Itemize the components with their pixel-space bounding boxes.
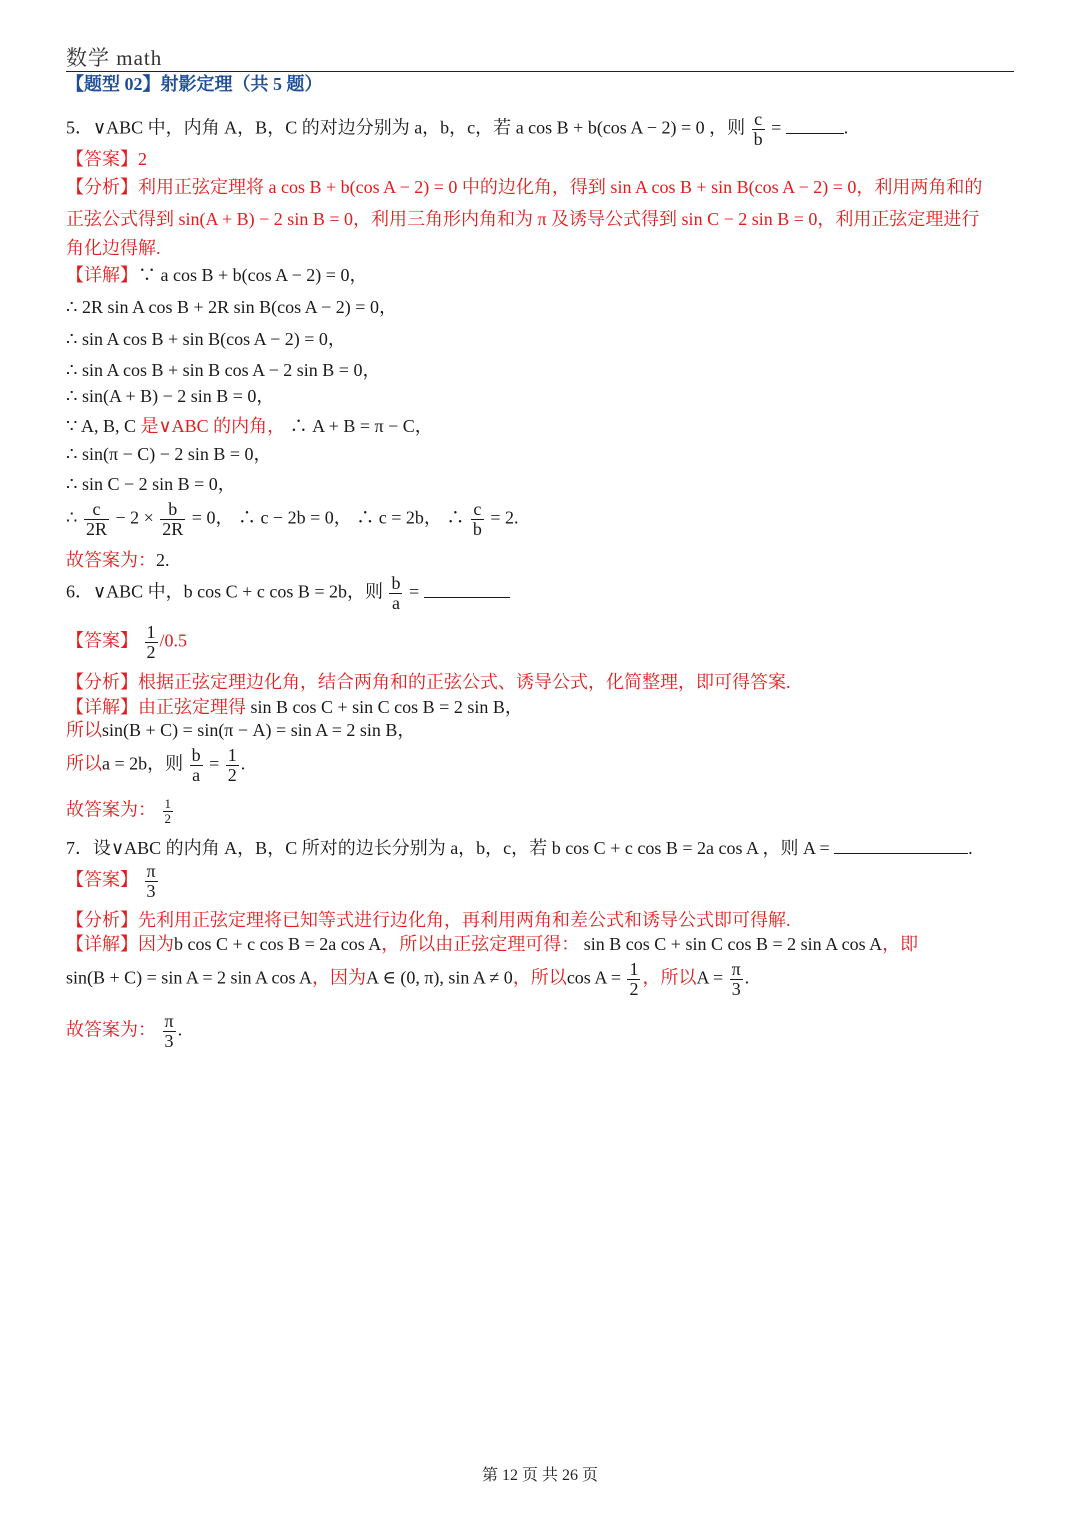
q6-answer-fraction: $\frac{1}{2}$ (146, 622, 156, 662)
q5-stem-then: ，则 (709, 117, 746, 138)
q5-analysis-2: 正弦公式得到 sin(A + B) − 2 sin B = 0，利用三角形内角和为 π 及诱导公式得到 sin C − 2 sin B = 0，利用正弦定理进行 (66, 209, 980, 229)
fraction: $\frac{c}{b}$ (472, 499, 482, 539)
q5-step-7: ∴ sin C − 2 sin B = 0， (66, 474, 236, 494)
q6-detail-2: 所以sin(B + C) = sin(π − A) = sin A = 2 sin B， (66, 720, 416, 740)
q5-step-6: ∴ sin(π − C) − 2 sin B = 0， (66, 444, 272, 464)
q5-analysis-3: 角化边得解. (66, 238, 161, 258)
answer-blank (786, 115, 844, 134)
answer-blank (834, 835, 968, 854)
q5-final: 故答案为：2. (66, 550, 170, 570)
q6-analysis: 【分析】根据正弦定理边化角，结合两角和的正弦公式、诱导公式，化简整理，即可得答案. (66, 672, 791, 692)
q5-step-5: ∵ A, B, C 是∨ABC 的内角， ∴ A + B = π − C， (66, 416, 433, 436)
q5-detail-label: 【详解】 (66, 265, 138, 285)
answer-blank (424, 579, 510, 598)
q5-step-8: ∴ $\frac{c}{2R}$ − 2 × $\frac{b}{2R}$ = 0， ∴ c − 2b = 0， ∴ c = 2b， ∴ $\frac{c}{b}$ = 2. (66, 499, 519, 539)
header-rule (66, 71, 1014, 72)
q7-detail-2: sin(B + C) = sin A = 2 sin A cos A，因为A ∈ (0, π), sin A ≠ 0，所以cos A = $\frac{1}{2}$ ，所以A = $\frac{\pi}{3}$ . (66, 959, 750, 999)
q6-detail-3: 所以a = 2b，则 $\frac{b}{a}$ = $\frac{1}{2}$ . (66, 745, 246, 785)
q6-stem: 6．∨ABC 中，b cos C + c cos B = 2b，则 $\frac{b}{a}$ = (66, 574, 510, 613)
fraction: $\frac{\pi}{3}$ (164, 1011, 174, 1051)
fraction: $\frac{b}{2R}$ (162, 499, 184, 539)
page-header: 数学 math (66, 46, 163, 70)
q5-step-4: ∴ sin(A + B) − 2 sin B = 0， (66, 386, 275, 406)
q6-fraction: $\frac{b}{a}$ (391, 573, 401, 613)
q7-stem: 7．设∨ABC 的内角 A，B，C 所对的边长分别为 a，b，c，若 b cos C + c cos B = 2a cos A ，则 A = . (66, 835, 973, 860)
q6-stem-text: 6．∨ABC 中，b cos C + c cos B = 2b，则 (66, 581, 383, 602)
q7-detail-1: 【详解】因为b cos C + c cos B = 2a cos A，所以由正弦定理可得： sin B cos C + sin C cos B = 2 sin A cos A，即 (66, 934, 919, 954)
fraction: $\frac{c}{2R}$ (85, 499, 107, 539)
q6-detail-1: 【详解】由正弦定理得 sin B cos C + sin C cos B = 2 sin B， (66, 697, 523, 717)
q5-stem: 5．∨ABC 中，内角 A，B，C 的对边分别为 a，b，c，若 a cos B + b(cos A − 2) = 0 ，则 $\frac{c}{b}$ = . (66, 109, 849, 149)
fraction: $\frac{b}{a}$ (191, 745, 201, 785)
q7-final: 故答案为： $\frac{\pi}{3}$ . (66, 1011, 183, 1051)
q5-stem-text: 5．∨ABC 中，内角 A，B，C 的对边分别为 a，b，c，若 (66, 117, 512, 138)
q6-answer: 【答案】 $\frac{1}{2}$ /0.5 (66, 622, 188, 662)
q5-step-2: ∴ sin A cos B + sin B(cos A − 2) = 0， (66, 329, 346, 349)
fraction: $\frac{\pi}{3}$ (731, 959, 741, 999)
q5-step-1: ∴ 2R sin A cos B + 2R sin B(cos A − 2) = 0， (66, 297, 397, 317)
q5-answer: 【答案】2 (66, 149, 147, 169)
q7-answer: 【答案】 $\frac{\pi}{3}$ (66, 861, 156, 901)
q6-final: 故答案为： $\frac{1}{2}$ (66, 796, 171, 826)
q5-step-3: ∴ sin A cos B + sin B cos A − 2 sin B = 0， (66, 360, 381, 380)
page-footer: 第 12 页 共 26 页 (481, 1467, 598, 1484)
q5-analysis-1: 【分析】利用正弦定理将 a cos B + b(cos A − 2) = 0 中的边化角，得到 sin A cos B + sin B(cos A − 2) = 0，利用两角和的 (66, 177, 983, 197)
q7-analysis: 【分析】先利用正弦定理将已知等式进行边化角，再利用两角和差公式和诱导公式即可得解. (66, 910, 791, 930)
q7-answer-fraction: $\frac{\pi}{3}$ (146, 861, 156, 901)
fraction: $\frac{1}{2}$ (164, 796, 171, 826)
fraction: $\frac{1}{2}$ (227, 745, 237, 785)
section-title: 【题型 02】射影定理（共 5 题） (66, 74, 323, 94)
q5-detail-1: 【详解】∵ a cos B + b(cos A − 2) = 0， (66, 265, 368, 285)
q5-stem-equation: a cos B + b(cos A − 2) = 0 (515, 117, 705, 138)
q7-stem-text: 7．设∨ABC 的内角 A，B，C 所对的边长分别为 a，b，c，若 (66, 838, 548, 858)
fraction: $\frac{1}{2}$ (629, 959, 639, 999)
q5-fraction: $\frac{c}{b}$ (753, 109, 763, 149)
